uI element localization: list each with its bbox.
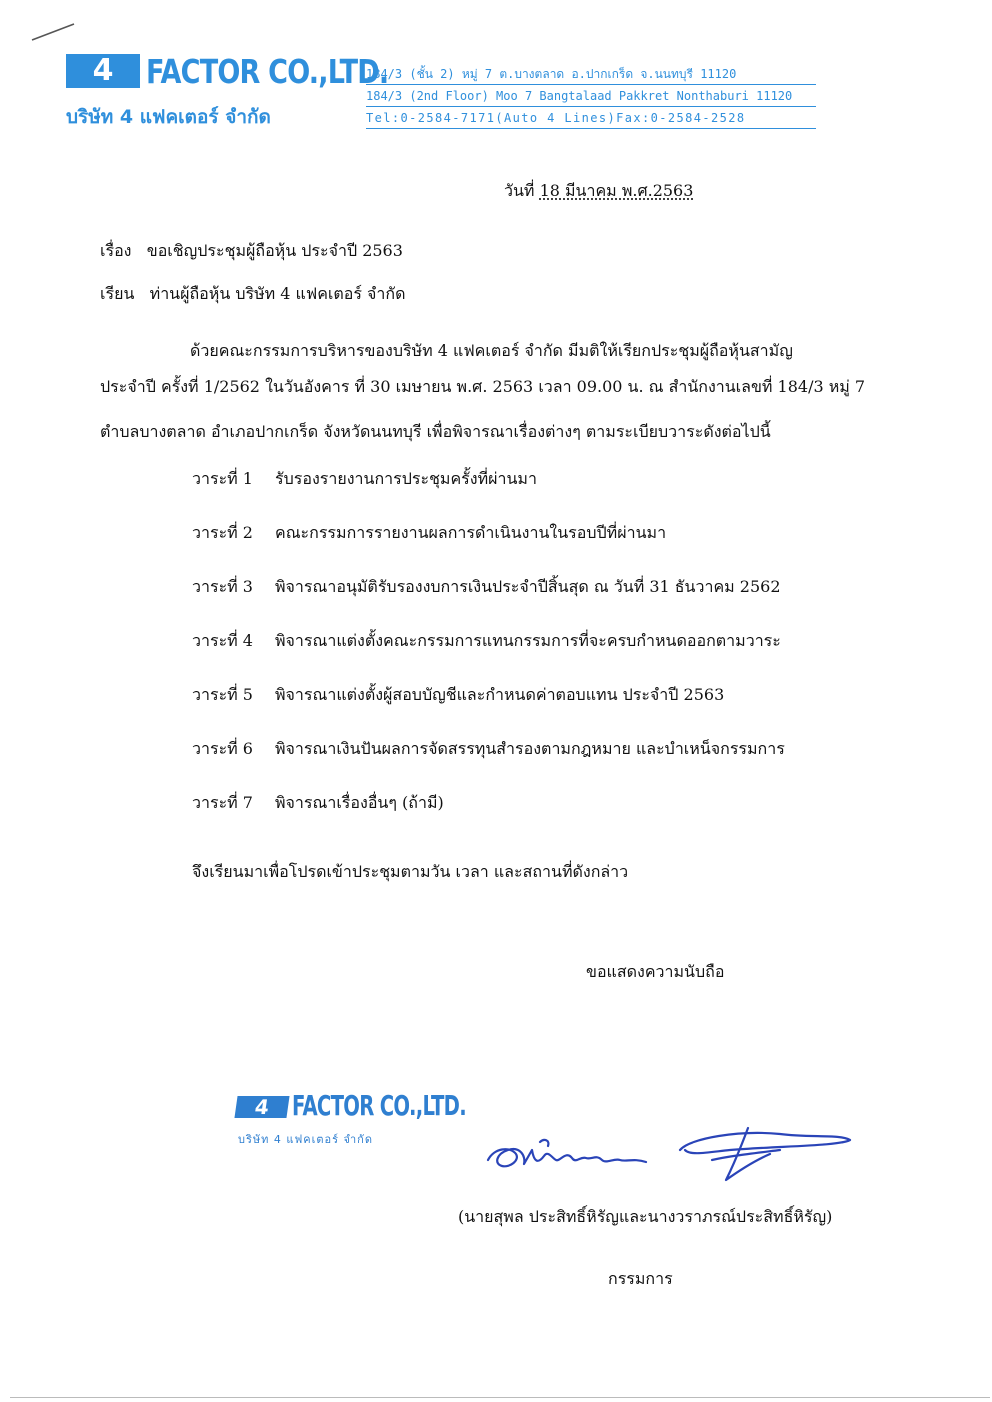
agenda-label: วาระที่ 1 xyxy=(192,469,253,488)
agenda-label: วาระที่ 3 xyxy=(192,577,253,596)
agenda-item: พิจารณาอนุมัติรับรองงบการเงินประจำปีสิ้นสุด ณ วันที่ 31 ธันวาคม 2562 xyxy=(275,577,781,596)
company-logo xyxy=(66,50,389,134)
subject-text: ขอเชิญประชุมผู้ถือหุ้น ประจำปี 2563 xyxy=(146,241,403,260)
closing-line: จึงเรียนมาเพื่อโปรดเข้าประชุมตามวัน เวลา และสถานที่ดังกล่าว xyxy=(192,862,629,881)
intro-line-1: ด้วยคณะกรรมการบริหารของบริษัท 4 แฟคเตอร์ จำกัด มีมติให้เรียกประชุมผู้ถือหุ้นสามัญ xyxy=(190,341,793,360)
scan-edge-line xyxy=(10,1397,990,1398)
pen-stroke-mark xyxy=(30,20,80,44)
regards-line: ขอแสดงความนับถือ xyxy=(586,962,725,981)
salutation-label: เรียน xyxy=(100,284,135,303)
date-value: 18 มีนาคม พ.ศ.2563 xyxy=(539,181,694,200)
address-english: 184/3 (2nd Floor) Moo 7 Bangtalaad Pakkret Nonthaburi 11120 xyxy=(366,86,816,107)
agenda-item: คณะกรรมการรายงานผลการดำเนินงานในรอบปีที่ผ่านมา xyxy=(275,523,667,542)
date-prefix: วันที่ xyxy=(504,181,535,200)
agenda-item: พิจารณาเงินปันผลการจัดสรรทุนสำรองตามกฎหมาย และบำเหน็จกรรมการ xyxy=(275,739,785,758)
subject-line xyxy=(100,240,403,262)
agenda-label: วาระที่ 5 xyxy=(192,685,253,704)
signer-role: กรรมการ xyxy=(608,1269,673,1288)
logo-company-name: FACTOR CO.,LTD. xyxy=(146,52,389,91)
address-thai: 184/3 (ชั้น 2) หมู่ 7 ต.บางตลาด อ.ปากเกร็ด จ.นนทบุรี 11120 xyxy=(366,64,816,85)
logo-four-mark: 4 xyxy=(66,54,140,88)
company-stamp xyxy=(234,1086,466,1156)
intro-line-3: ตำบลบางตลาด อำเภอปากเกร็ด จังหวัดนนทบุรี เพื่อพิจารณาเรื่องต่างๆ ตามระเบียบวาระดังต่อไปนี้ xyxy=(100,422,771,441)
salutation-line xyxy=(100,283,405,305)
subject-label: เรื่อง xyxy=(100,241,132,260)
intro-line-2: ประจำปี ครั้งที่ 1/2562 ในวันอังคาร ที่ 30 เมษายน พ.ศ. 2563 เวลา 09.00 น. ณ สำนักงานเลขที่ 184/3 หมู่ 7 xyxy=(100,377,866,396)
contact-numbers: Tel:0-2584-7171(Auto 4 Lines)Fax:0-2584-2528 xyxy=(366,108,816,129)
agenda-label: วาระที่ 7 xyxy=(192,793,253,812)
salutation-text: ท่านผู้ถือหุ้น บริษัท 4 แฟคเตอร์ จำกัด xyxy=(149,284,406,303)
stamp-company-name-thai: บริษัท 4 แฟคเตอร์ จำกัด xyxy=(238,1133,373,1146)
agenda-label: วาระที่ 4 xyxy=(192,631,253,650)
agenda-item: รับรองรายงานการประชุมครั้งที่ผ่านมา xyxy=(275,469,537,488)
stamp-four-mark: 4 xyxy=(234,1096,289,1118)
agenda-item: พิจารณาแต่งตั้งคณะกรรมการแทนกรรมการที่จะครบกำหนดออกตามวาระ xyxy=(275,631,781,650)
handwritten-signature xyxy=(480,1120,860,1190)
letter-date xyxy=(504,180,693,202)
agenda-label: วาระที่ 2 xyxy=(192,523,253,542)
stamp-company-name: FACTOR CO.,LTD. xyxy=(292,1089,466,1122)
logo-company-name-thai: บริษัท 4 แฟคเตอร์ จำกัด xyxy=(66,106,271,128)
agenda-item: พิจารณาแต่งตั้งผู้สอบบัญชีและกำหนดค่าตอบแทน ประจำปี 2563 xyxy=(275,685,725,704)
signer-name: (นายสุพล ประสิทธิ์หิรัญและนางวราภรณ์ประสิทธิ์หิรัญ) xyxy=(458,1207,833,1226)
agenda-label: วาระที่ 6 xyxy=(192,739,253,758)
agenda-item: พิจารณาเรื่องอื่นๆ (ถ้ามี) xyxy=(275,793,444,812)
